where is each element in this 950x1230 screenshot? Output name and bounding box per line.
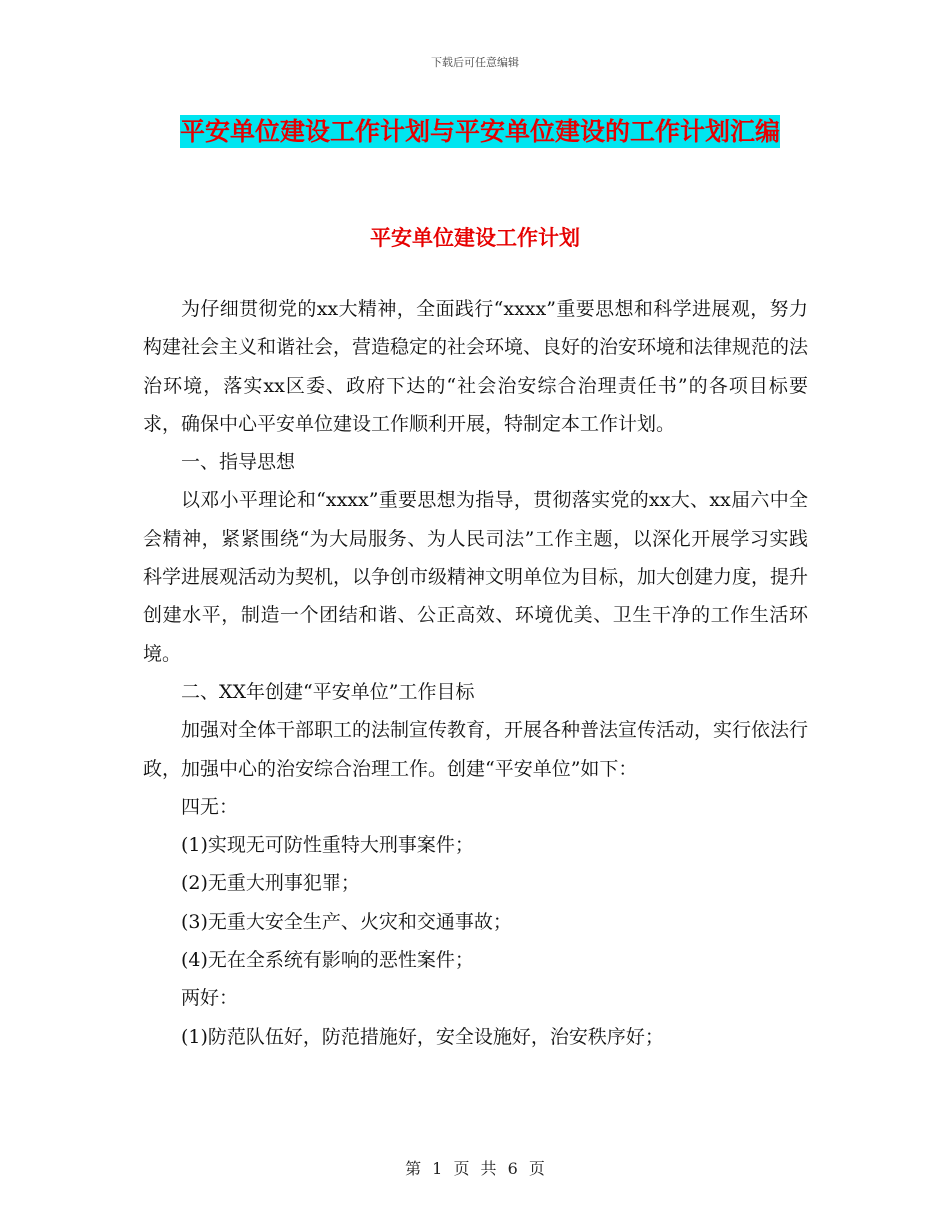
section-title: 平安单位建设工作计划 [370,226,580,250]
document-body [143,290,808,1056]
list-heading-two-good: 两好： [181,987,239,1010]
document-title-text: 平安单位建设工作计划与平安单位建设的工作计划汇编 [179,117,780,146]
list-item: (4)无在全系统有影响的恶性案件； [181,949,474,972]
paragraph-guiding-ideology: 以邓小平理论和“xxxx”重要思想为指导，贯彻落实党的xx大、xx届六中全会精神，紧紧围绕“为大局服务、为人民司法”工作主题，以深化开展学习实践科学进展观活动为契机，以争创市级精神文明单位为目标，加大创建力度，提升创建水平，制造一个团结和谐、公正高效、环境优美、卫生干净的工作生活环境。 [143,489,809,665]
list-item: (2)无重大刑事犯罪； [181,872,360,895]
list-item: (3)无重大安全生产、火灾和交通事故； [181,910,512,933]
list-heading-four-no: 四无： [181,795,239,818]
list-item: (1)防范队伍好，防范措施好，安全设施好，治安秩序好； [181,1025,664,1048]
page-header: 下载后可任意编辑 [431,56,519,69]
heading-work-goals: 二、XX年创建“平安单位”工作目标 [181,680,475,703]
page-number: 第 1 页 共 6 页 [405,1159,545,1178]
heading-guiding-ideology: 一、指导思想 [181,451,296,474]
document-title [140,108,820,156]
paragraph-intro: 为仔细贯彻党的xx大精神，全面践行“xxxx”重要思想和科学进展观，努力构建社会主义和谐社会，营造稳定的社会环境、良好的治安环境和法律规范的法治环境，落实xx区委、政府下达的“社会治安综合治理责任书”的各项目标要求，确保中心平安单位建设工作顺利开展，特制定本工作计划。 [143,298,809,435]
list-item: (1)实现无可防性重特大刑事案件； [181,834,474,857]
paragraph-work-goals: 加强对全体干部职工的法制宣传教育，开展各种普法宣传活动，实行依法行政，加强中心的治安综合治理工作。创建“平安单位”如下： [143,719,809,780]
